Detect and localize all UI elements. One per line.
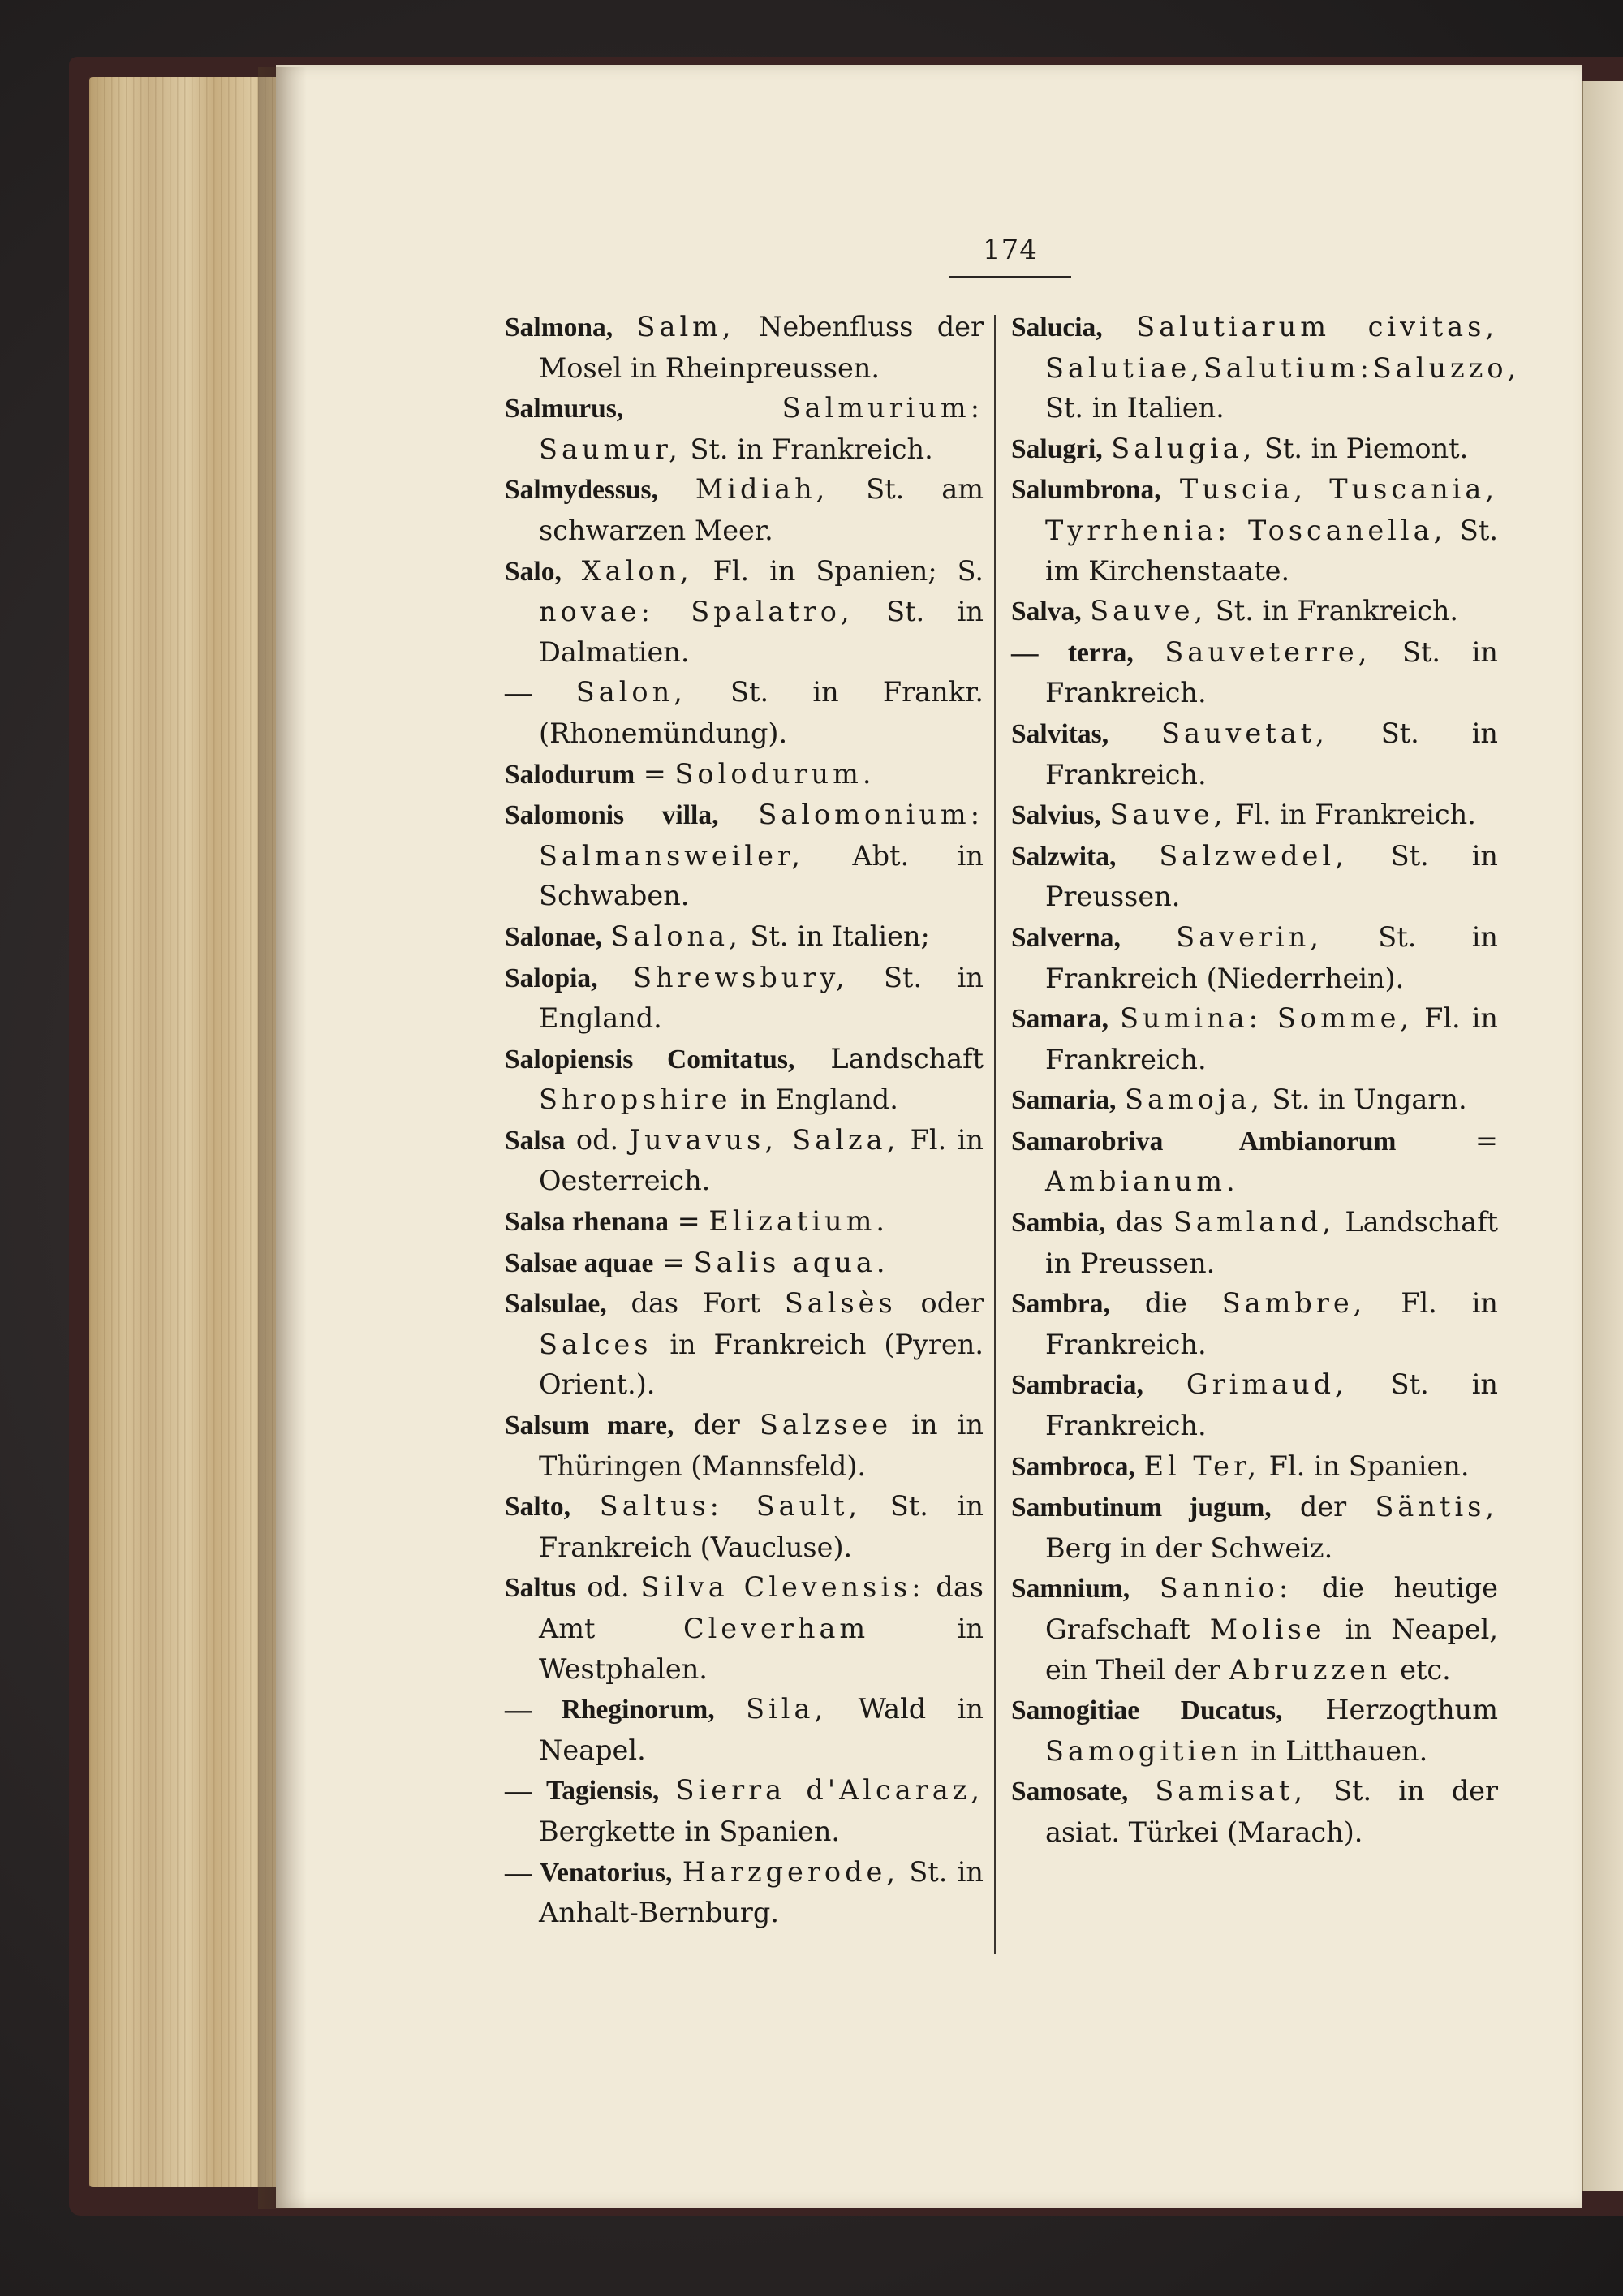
entry-text: Abt. in Schwaben. [539,839,984,912]
entry-text: in Frankreich (Pyren. Orient.). [539,1328,984,1401]
dictionary-entry [1011,632,1498,713]
entry-place-name: Juvavus, Salza, [629,1123,900,1156]
entry-headword: Salsa [505,1125,566,1156]
entry-place-name: Tuscia, Tuscania, Tyrrhenia: Toscanella, [1045,473,1498,546]
entry-text [602,920,611,952]
entry-text [1116,840,1159,872]
entry-text: in in Thüringen (Mannsfeld). [539,1409,984,1482]
dictionary-entry [505,1405,984,1486]
entry-text: Fl. in Frankreich. [1226,799,1476,831]
entry-text [1143,1368,1186,1400]
entry-text: Fl. in Frankreich. [1045,1002,1498,1075]
entry-place-name: Sierra d'Alcaraz, [675,1774,984,1807]
entry-place-name: Salzwedel, [1159,839,1348,872]
dictionary-entry [1011,1364,1498,1445]
entry-headword: Samara, [1011,1004,1109,1035]
entry-headword: Samosate, [1011,1777,1129,1807]
entry-text: Landschaft [794,1042,984,1075]
entry-headword: Salopiensis Comitatus, [505,1044,795,1075]
entry-text: der [674,1409,760,1441]
entry-place-name: Sumina: Somme, [1120,1002,1414,1035]
entry-headword: Saltus [505,1573,576,1604]
entry-text: Herzogthum [1282,1694,1498,1726]
entry-headword: Salsae aquae [505,1247,654,1278]
entry-headword: — [505,678,532,709]
entry-text: = [668,1205,709,1238]
entry-headword: Salucia, [1011,312,1103,342]
entry-text: in England. [731,1083,898,1116]
entry-place-name: Salm, [636,311,735,342]
entry-headword: — terra, [1011,637,1134,668]
dictionary-entry [505,1039,984,1120]
entry-text: Wald in Neapel. [539,1693,984,1766]
entry-text [598,962,634,993]
entry-text: oder [896,1287,984,1320]
entry-place-name: Shropshire [539,1083,732,1116]
entry-text [1082,595,1091,627]
entry-text: etc. [1391,1653,1451,1686]
gutter-shadow [258,67,307,2209]
entry-text: Fl. in Oesterreich. [539,1123,984,1197]
entry-text: St. in Frankreich. [681,433,933,465]
dictionary-entry [505,1770,984,1851]
entry-text: = [1396,1124,1498,1157]
dictionary-entry [505,469,984,550]
entry-headword: Salsulae, [505,1289,607,1320]
dictionary-entry [1011,1283,1498,1364]
entry-text: St. im Kirchenstaate. [1045,514,1498,587]
entry-headword: Sambutinum jugum, [1011,1493,1272,1523]
entry-text: Berg in der Schweiz. [1045,1531,1333,1564]
dictionary-entry [1011,1690,1498,1771]
entry-headword: Salva, [1011,597,1082,627]
entry-text: = [635,757,675,790]
entry-text: St. in der asiat. Türkei (Marach). [1045,1775,1498,1848]
entry-place-name: Salis aqua. [693,1246,889,1278]
entry-headword: Salvius, [1011,800,1101,831]
entry-text [659,1774,675,1806]
entry-text: Nebenfluss der Mosel in Rheinpreussen. [539,311,984,384]
dictionary-entry [1011,1568,1498,1690]
dictionary-entry [1011,1487,1498,1568]
entry-place-name: Sauve, [1109,799,1227,831]
dictionary-entry [1011,1079,1498,1121]
entry-text [1135,1450,1144,1482]
entry-place-name: Sambre, [1221,1287,1367,1320]
entry-text [623,392,782,424]
entry-text: in Litthauen. [1242,1734,1428,1767]
entry-headword: Salonae, [505,921,603,952]
dictionary-entry [505,672,984,753]
entry-place-name: El Ter, [1143,1450,1260,1482]
entry-headword: Salumbrona, [1011,475,1161,506]
entry-place-name: Solodurum. [674,757,876,790]
entry-text: das [1105,1206,1173,1238]
entry-headword: Salmurus, [505,394,624,424]
entry-headword: — Tagiensis, [505,1776,660,1807]
entry-text: Fl. in Spanien. [1259,1450,1470,1482]
entry-headword: Salzwita, [1011,841,1117,872]
entry-text [1161,473,1180,505]
entry-text [672,1856,682,1888]
entry-place-name: Saltus: Sault, [599,1490,862,1523]
dictionary-entry [1011,469,1498,591]
entry-place-name: Salces [539,1328,652,1360]
dictionary-entry [505,1120,984,1201]
entry-place-name: Saverin, [1176,920,1323,953]
entry-place-name: Salon, [575,676,687,709]
entry-place-name: Sauvetat, [1161,717,1328,749]
column-divider [994,315,996,1954]
entry-place-name: Samisat, [1155,1775,1307,1807]
dictionary-entry [1011,591,1498,632]
dictionary-entry [505,958,984,1039]
entry-text [613,311,636,342]
entry-text: St. in Frankreich (Vaucluse). [539,1490,984,1563]
dictionary-entry [1011,429,1498,470]
dictionary-entry [1011,307,1521,429]
dictionary-entry [1011,713,1498,795]
entry-headword: Salugri, [1011,433,1103,464]
entry-headword: Salsum mare, [505,1411,674,1441]
dictionary-entry [1011,1121,1498,1202]
right-column [1011,307,1521,1853]
entry-text [1103,433,1112,464]
entry-place-name: Cleverham [682,1613,870,1644]
dictionary-entry [505,795,984,916]
entry-text [658,473,695,505]
entry-headword: Salmona, [505,312,613,342]
entry-text: = [653,1246,694,1278]
entry-text [1128,1775,1155,1807]
entry-text: die heutige Grafschaft [1045,1572,1498,1645]
dictionary-entry [1011,836,1498,917]
entry-place-name: Säntis, [1375,1491,1498,1523]
dictionary-entry [505,388,984,469]
entry-place-name: Silva Clevensis: [640,1571,925,1604]
entry-headword: Sambroca, [1011,1451,1135,1482]
entry-text: St. in Piemont. [1255,432,1469,464]
entry-text: Bergkette in Spanien. [539,1815,841,1847]
entry-place-name: Sauveterre, [1165,635,1371,668]
entry-headword: Sambracia, [1011,1370,1143,1401]
entry-text: St. in Frankreich. [1207,595,1459,627]
entry-text: St. in Frankreich. [1045,717,1498,790]
dictionary-entry [505,916,984,958]
entry-text [570,1490,600,1522]
entry-text [1116,1083,1125,1115]
entry-text: Fl. in Frankreich. [1045,1287,1498,1360]
entry-place-name: Samogitien [1045,1734,1242,1767]
entry-place-name: Elizatium. [708,1205,889,1238]
entry-place-name: Salsès [784,1287,897,1320]
entry-text [718,799,758,830]
entry-text: das Amt [539,1571,984,1644]
dictionary-entry [1011,917,1498,998]
dictionary-entry [505,1486,984,1567]
entry-headword: Salo, [505,556,562,587]
entry-text: St. in Dalmatien. [539,596,984,668]
entry-headword: Salto, [505,1492,570,1523]
entry-text [1101,799,1110,830]
entry-text: St. in Frankreich. [1045,1368,1498,1442]
entry-text: St. in Frankreich (Niederrhein). [1045,920,1498,994]
entry-text: St. am schwarzen Meer. [539,473,984,546]
entry-place-name: Molise [1209,1613,1326,1645]
dictionary-entry [1011,1446,1498,1488]
entry-headword: Salodurum [505,759,635,790]
entry-place-name: Samoja, [1125,1083,1264,1116]
entry-headword: Sambia, [1011,1208,1106,1238]
entry-text: St. in England. [539,961,984,1035]
entry-place-name: Salzsee [759,1409,893,1441]
entry-text: das Fort [606,1287,785,1320]
left-column [505,307,984,1933]
dictionary-entry [505,1567,984,1689]
entry-headword: Salopia, [505,963,598,993]
page-number-rule [949,276,1071,278]
dictionary-entry [505,1689,984,1770]
facing-page-edge [1581,81,1623,2191]
entry-place-name: novae: Spalatro, [539,596,854,628]
entry-headword: Sambra, [1011,1289,1110,1320]
entry-text: der [1271,1491,1375,1523]
entry-place-name: Grimaud, [1186,1368,1348,1401]
entry-text: St. in Ungarn. [1263,1083,1467,1116]
entry-text [1109,717,1161,749]
page-number: 174 [983,234,1038,266]
entry-place-name: Salutiarum civitas, Salutiae,Salutium:Saluzzo, [1045,311,1521,384]
entry-text: St. in Frankr. (Rhonemündung). [539,676,984,749]
dictionary-entry [505,1201,984,1243]
entry-text: St. in Italien. [1045,392,1225,424]
entry-place-name: Ambianum. [1045,1165,1239,1198]
dictionary-entry [1011,998,1498,1079]
entry-text [1134,636,1165,668]
entry-place-name: Sauve, [1090,595,1208,627]
dictionary-entry [1011,1771,1498,1852]
entry-place-name: Xalon, [581,554,693,587]
entry-text: Fl. in Spanien; S. [692,554,984,587]
entry-place-name: Salona, [610,920,742,952]
entry-text [1103,311,1137,342]
entry-text: St. in Italien; [741,920,930,952]
entry-headword: Samnium, [1011,1574,1130,1605]
entry-text: in Neapel, ein Theil der [1045,1613,1498,1686]
entry-place-name: Sila, [746,1693,828,1725]
entry-text [715,1693,746,1725]
dictionary-entry [1011,1202,1498,1283]
entry-headword: Samaria, [1011,1085,1117,1116]
entry-place-name: Midiah, [695,473,829,506]
entry-headword: Salmydessus, [505,475,658,506]
dictionary-entry [505,1283,984,1405]
entry-text: Landschaft in Preussen. [1045,1206,1498,1279]
entry-headword: Samarobriva Ambianorum [1011,1126,1397,1157]
dictionary-entry [1011,795,1498,836]
entry-headword: — Venatorius, [505,1857,673,1888]
entry-text: die [1109,1287,1222,1320]
entry-place-name: Salmurium: Saumur, [539,392,984,465]
dictionary-entry [505,551,984,673]
entry-place-name: Salugia, [1111,432,1256,464]
dictionary-entry [505,1852,984,1933]
entry-place-name: Sannio: [1159,1572,1293,1605]
entry-headword: Salomonis villa, [505,800,719,831]
entry-place-name: Salomonium: Salmansweiler, [539,799,984,872]
entry-text: St. in Anhalt-Bernburg. [539,1855,984,1929]
dictionary-entry [505,307,984,388]
entry-headword: Salsa rhenana [505,1207,669,1238]
dictionary-entry [505,754,984,795]
entry-headword: Samogitiae Ducatus, [1011,1695,1283,1726]
entry-headword: Salvitas, [1011,718,1109,749]
entry-text [1109,1002,1120,1034]
entry-text [1121,921,1176,953]
entry-headword: Salverna, [1011,922,1121,953]
entry-place-name: Abruzzen [1229,1653,1392,1686]
entry-text [1130,1572,1160,1604]
entry-text: St. in Preussen. [1045,839,1498,913]
entry-text: od. [565,1123,630,1156]
entry-place-name: Shrewsbury, [633,961,849,993]
entry-text [532,676,576,708]
dictionary-entry [505,1243,984,1284]
entry-place-name: Harzgerode, [682,1855,899,1888]
entry-text: od. [575,1571,641,1604]
entry-text [562,555,582,587]
entry-text: St. in Frankreich. [1045,635,1498,709]
entry-headword: — Rheginorum, [505,1695,715,1725]
entry-place-name: Samland, [1173,1206,1335,1238]
entry-text: in Westphalen. [539,1613,984,1685]
